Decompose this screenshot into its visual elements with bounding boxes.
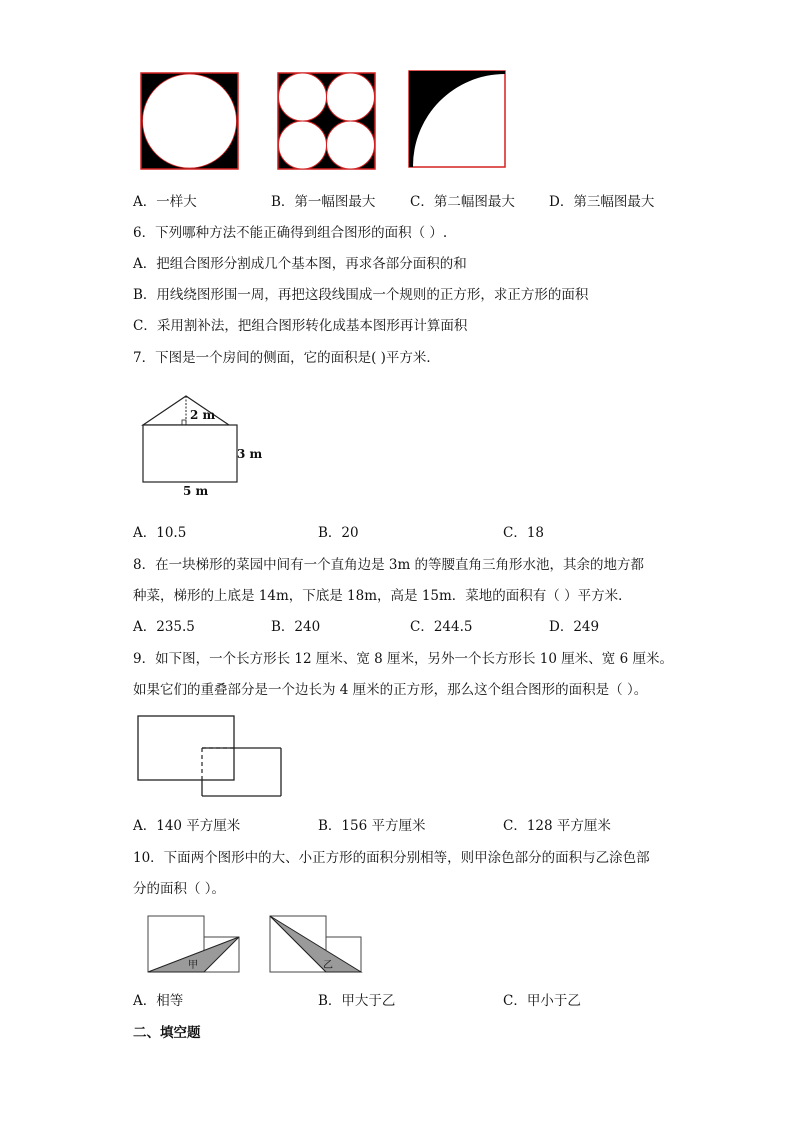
q10-option-a[interactable]: A．相等 <box>133 993 184 1009</box>
q9-question-line-1: 9．如下图，一个长方形长 12 厘米、宽 8 厘米，另外一个长方形长 10 厘米、宽 6 厘米。 <box>133 651 673 667</box>
q7-label-triangle-height: 2 m <box>190 408 216 422</box>
q10-figure-yi <box>269 915 364 975</box>
q7-question: 7．下图是一个房间的侧面，它的面积是( )平方米． <box>133 350 440 366</box>
q9-option-b[interactable]: B．156 平方厘米 <box>318 818 426 834</box>
q7-label-rect-height: 3 m <box>237 447 263 461</box>
q10-label-yi: 乙 <box>323 960 333 971</box>
q10-question-line-1: 10．下面两个图形中的大、小正方形的面积分别相等，则甲涂色部分的面积与乙涂色部 <box>133 850 650 866</box>
section-2-title: 二、填空题 <box>133 1025 201 1041</box>
q10-figure-jia <box>147 915 242 975</box>
q5-figure-2 <box>277 72 377 170</box>
q5-option-c[interactable]: C．第二幅图最大 <box>410 194 515 210</box>
q5-figure-1 <box>140 72 240 170</box>
q10-option-b[interactable]: B．甲大于乙 <box>318 993 396 1009</box>
q8-option-c[interactable]: C．244.5 <box>410 619 473 635</box>
q7-label-width: 5 m <box>183 484 209 498</box>
q8-option-d[interactable]: D．249 <box>549 619 600 635</box>
q6-option-a[interactable]: A．把组合图形分割成几个基本图，再求各部分面积的和 <box>133 256 467 272</box>
q6-option-b[interactable]: B．用线绕图形围一周，再把这段线围成一个规则的正方形，求正方形的面积 <box>133 287 589 303</box>
q7-figure <box>135 378 275 500</box>
q10-label-jia: 甲 <box>188 960 198 971</box>
q6-question: 6．下列哪种方法不能正确得到组合图形的面积（ ）. <box>133 225 448 241</box>
q7-option-c[interactable]: C．18 <box>503 525 545 541</box>
q9-question-line-2: 如果它们的重叠部分是一个边长为 4 厘米的正方形，那么这个组合图形的面积是（ ）。 <box>133 682 648 698</box>
q5-figure-3 <box>408 70 508 169</box>
q5-option-b[interactable]: B．第一幅图最大 <box>271 194 376 210</box>
q5-option-d[interactable]: D．第三幅图最大 <box>549 194 655 210</box>
q8-option-b[interactable]: B．240 <box>271 619 321 635</box>
q6-option-c[interactable]: C．采用割补法，把组合图形转化成基本图形再计算面积 <box>133 318 468 334</box>
q5-figure-1-circle <box>143 74 237 168</box>
q7-option-b[interactable]: B．20 <box>318 525 359 541</box>
q8-option-a[interactable]: A．235.5 <box>133 619 195 635</box>
q7-option-a[interactable]: A．10.5 <box>133 525 187 541</box>
q8-question-line-1: 8．在一块梯形的菜园中间有一个直角边是 3m 的等腰直角三角形水池，其余的地方都 <box>133 557 645 573</box>
q10-option-c[interactable]: C．甲小于乙 <box>503 993 581 1009</box>
q9-option-a[interactable]: A．140 平方厘米 <box>133 818 241 834</box>
q10-question-line-2: 分的面积（ ）。 <box>133 881 226 897</box>
q9-figure <box>136 714 286 800</box>
q8-question-line-2: 种菜，梯形的上底是 14m，下底是 18m，高是 15m．菜地的面积有（ ）平方米． <box>133 588 632 604</box>
q5-option-a[interactable]: A．一样大 <box>133 194 197 210</box>
q9-option-c[interactable]: C．128 平方厘米 <box>503 818 611 834</box>
